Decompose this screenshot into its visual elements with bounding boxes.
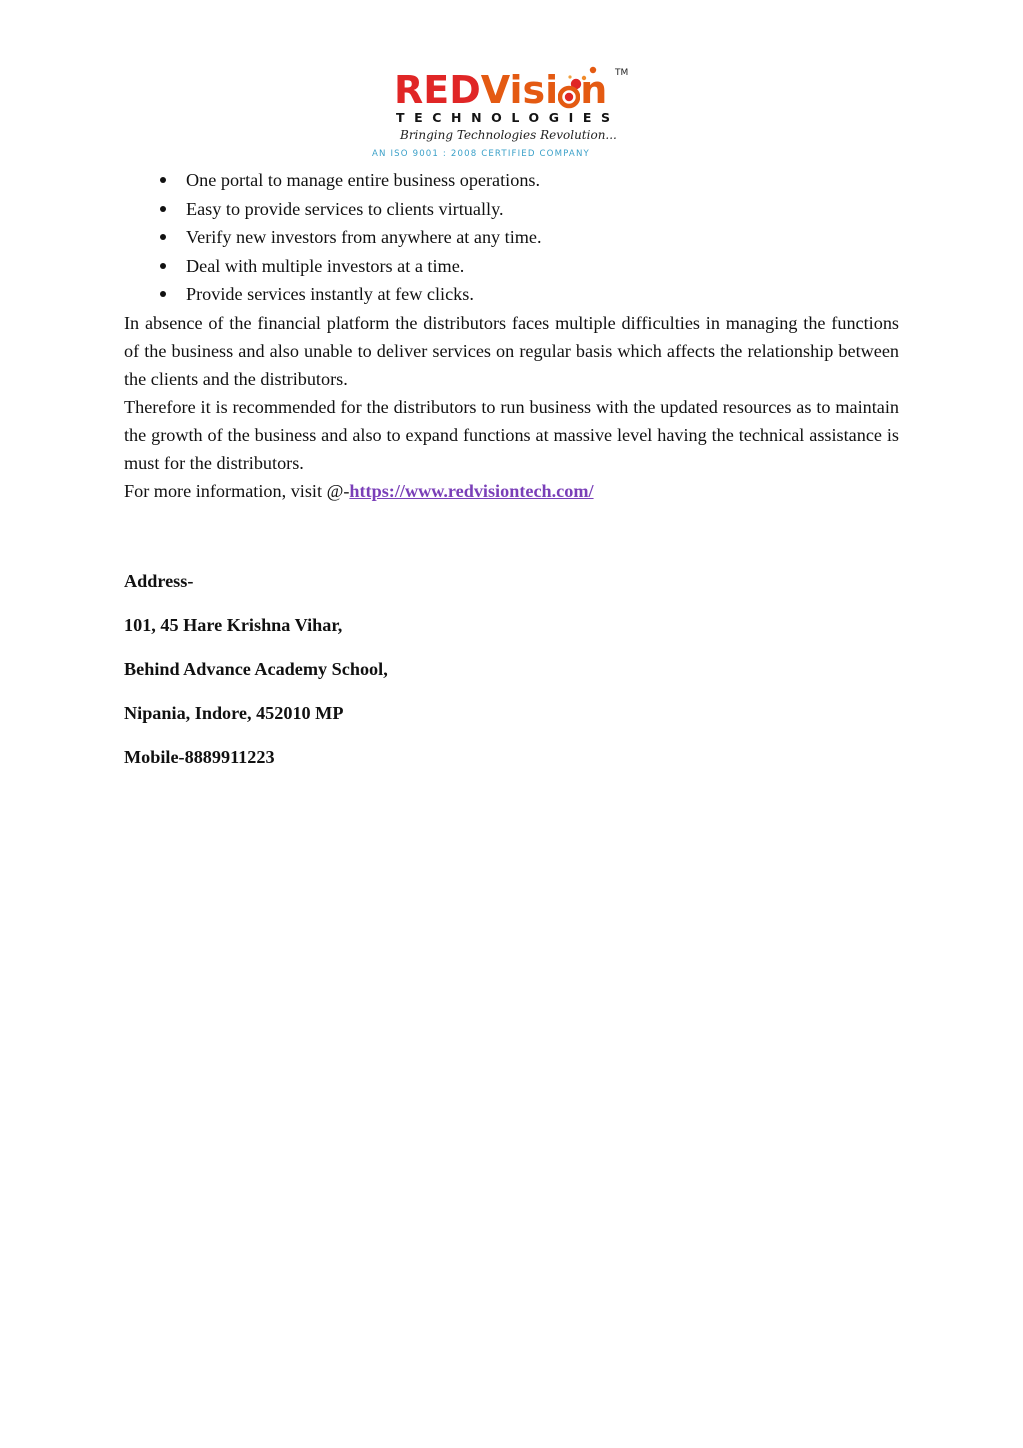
bullet-icon (160, 177, 166, 183)
bullet-icon (160, 263, 166, 269)
list-item (124, 166, 899, 195)
benefits-list (124, 166, 899, 309)
trademark-mark: TM (615, 68, 629, 78)
bullet-icon (160, 206, 166, 212)
list-item-text: Verify new investors from anywhere at any time. (186, 227, 542, 248)
list-item-text: Provide services instantly at few clicks. (186, 284, 474, 305)
company-logo (372, 64, 634, 164)
list-item-text: Easy to provide services to clients virtually. (186, 198, 504, 219)
address-line-2: Behind Advance Academy School, (124, 658, 388, 679)
logo-vision-tail-text: n (580, 68, 608, 112)
list-item (124, 280, 899, 309)
bullet-icon (160, 234, 166, 240)
address-line-3: Nipania, Indore, 452010 MP (124, 702, 344, 723)
list-item (124, 195, 899, 224)
address-line-1: 101, 45 Hare Krishna Vihar, (124, 614, 343, 635)
logo-vision-o-icon (558, 70, 580, 114)
list-item (124, 252, 899, 281)
bullet-icon (160, 291, 166, 297)
paragraph-recommendation: Therefore it is recommended for the distributors to run business with the updated resources as to maintain the growth of the business and also to expand functions at massive level having the technical assistance is must for the distributors. (124, 396, 899, 473)
more-info-prefix: For more information, visit @- (124, 480, 350, 501)
address-heading: Address- (124, 570, 194, 591)
logo-vision-text: Visi (480, 68, 559, 112)
mobile-number: Mobile-8889911223 (124, 746, 275, 767)
paragraph-absence: In absence of the financial platform the distributors faces multiple difficulties in managing the functions of the business and also unable to deliver services on regular basis which affects the relationship between the clients and the distributors. (124, 312, 899, 389)
logo-wordmark (394, 68, 607, 112)
more-info-line (124, 477, 899, 505)
list-item-text: Deal with multiple investors at a time. (186, 255, 465, 276)
logo-tagline: Bringing Technologies Revolution... (400, 128, 617, 142)
website-link[interactable]: https://www.redvisiontech.com/ (349, 480, 594, 501)
document-body (124, 166, 899, 771)
logo-certification: AN ISO 9001 : 2008 CERTIFIED COMPANY (372, 149, 590, 159)
logo-subtitle: TECHNOLOGIES (396, 110, 620, 125)
logo-red-text: RED (394, 68, 481, 112)
list-item (124, 223, 899, 252)
list-item-text: One portal to manage entire business operations. (186, 170, 541, 190)
